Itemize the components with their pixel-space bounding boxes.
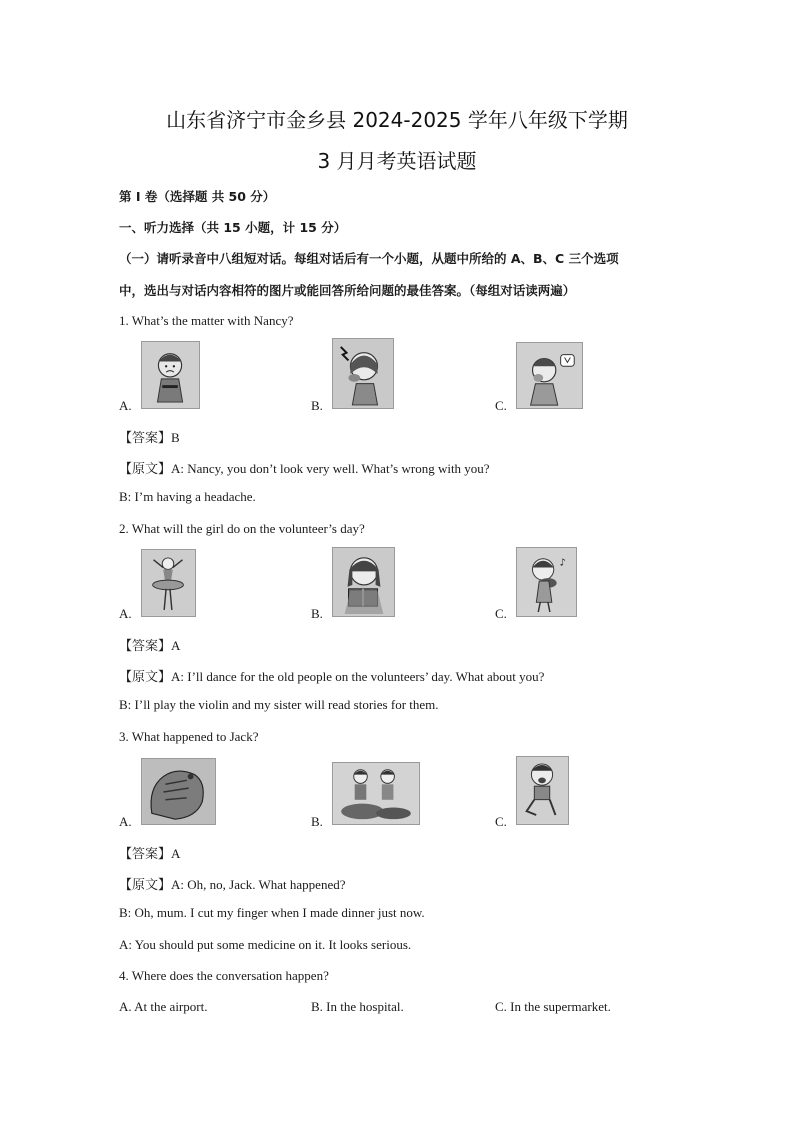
girl-reading-picture — [332, 547, 395, 617]
cut-finger-picture — [141, 758, 216, 825]
girl-violin-picture — [516, 547, 577, 617]
q2-option-a-label: A. — [119, 606, 132, 621]
q2-transcript-line-2: B: I’ll play the violin and my sister will read stories for them. — [119, 697, 439, 712]
q1-transcript-line-1: 【原文】A: Nancy, you don’t look very well. What’s wrong with you? — [119, 461, 490, 476]
q3-answer: 【答案】A — [119, 846, 181, 861]
q3-option-a-label: A. — [119, 814, 132, 829]
svg-text:♪: ♪ — [559, 557, 566, 569]
q4-option-a: A. At the airport. — [119, 999, 208, 1014]
q2-transcript-line-1: 【原文】A: I’ll dance for the old people on the volunteers’ day. What about you? — [119, 669, 545, 684]
question-4-text: 4. Where does the conversation happen? — [119, 968, 329, 983]
q1-option-c-label: C. — [495, 398, 507, 413]
q3-option-c-label: C. — [495, 814, 507, 829]
stomachache-girl-picture — [141, 341, 200, 409]
q1-option-a-label: A. — [119, 398, 132, 413]
q3-transcript-line-3: A: You should put some medicine on it. It looks serious. — [119, 937, 412, 952]
listening-heading: 一、听力选择（共 15 小题，计 15 分） — [119, 220, 347, 235]
section-heading: 第 I 卷（选择题 共 50 分） — [119, 189, 276, 204]
q1-answer: 【答案】B — [119, 430, 180, 445]
question-2-text: 2. What will the girl do on the volunteer’s day? — [119, 521, 365, 536]
q2-answer: 【答案】A — [119, 638, 181, 653]
q4-option-b: B. In the hospital. — [311, 999, 404, 1014]
crying-boy-knee-picture — [516, 756, 569, 825]
q3-option-b-label: B. — [311, 814, 323, 829]
q2-option-c-label: C. — [495, 606, 507, 621]
q4-option-c: C. In the supermarket. — [495, 999, 611, 1014]
question-1-text: 1. What’s the matter with Nancy? — [119, 313, 294, 328]
exam-title-line2: 3 月月考英语试题 — [317, 149, 477, 173]
instruction-line-2: 中，选出与对话内容相符的图片或能回答所给问题的最佳答案。（每组对话读两遍） — [119, 283, 576, 298]
q2-option-b-label: B. — [311, 606, 323, 621]
toothache-girl-picture — [516, 342, 583, 409]
headache-girl-picture — [332, 338, 394, 409]
q1-transcript-line-2: B: I’m having a headache. — [119, 489, 256, 504]
q3-transcript-line-2: B: Oh, mum. I cut my finger when I made dinner just now. — [119, 905, 425, 920]
two-boys-fall-picture — [332, 762, 420, 825]
instruction-line-1: （一）请听录音中八组短对话。每组对话后有一个小题，从题中所给的 A、B、C 三个选项 — [119, 251, 619, 266]
exam-title-line1: 山东省济宁市金乡县 2024-2025 学年八年级下学期 — [166, 108, 628, 132]
q3-transcript-line-1: 【原文】A: Oh, no, Jack. What happened? — [119, 877, 346, 892]
ballet-dancer-picture — [141, 549, 196, 617]
q1-option-b-label: B. — [311, 398, 323, 413]
question-3-text: 3. What happened to Jack? — [119, 729, 259, 744]
